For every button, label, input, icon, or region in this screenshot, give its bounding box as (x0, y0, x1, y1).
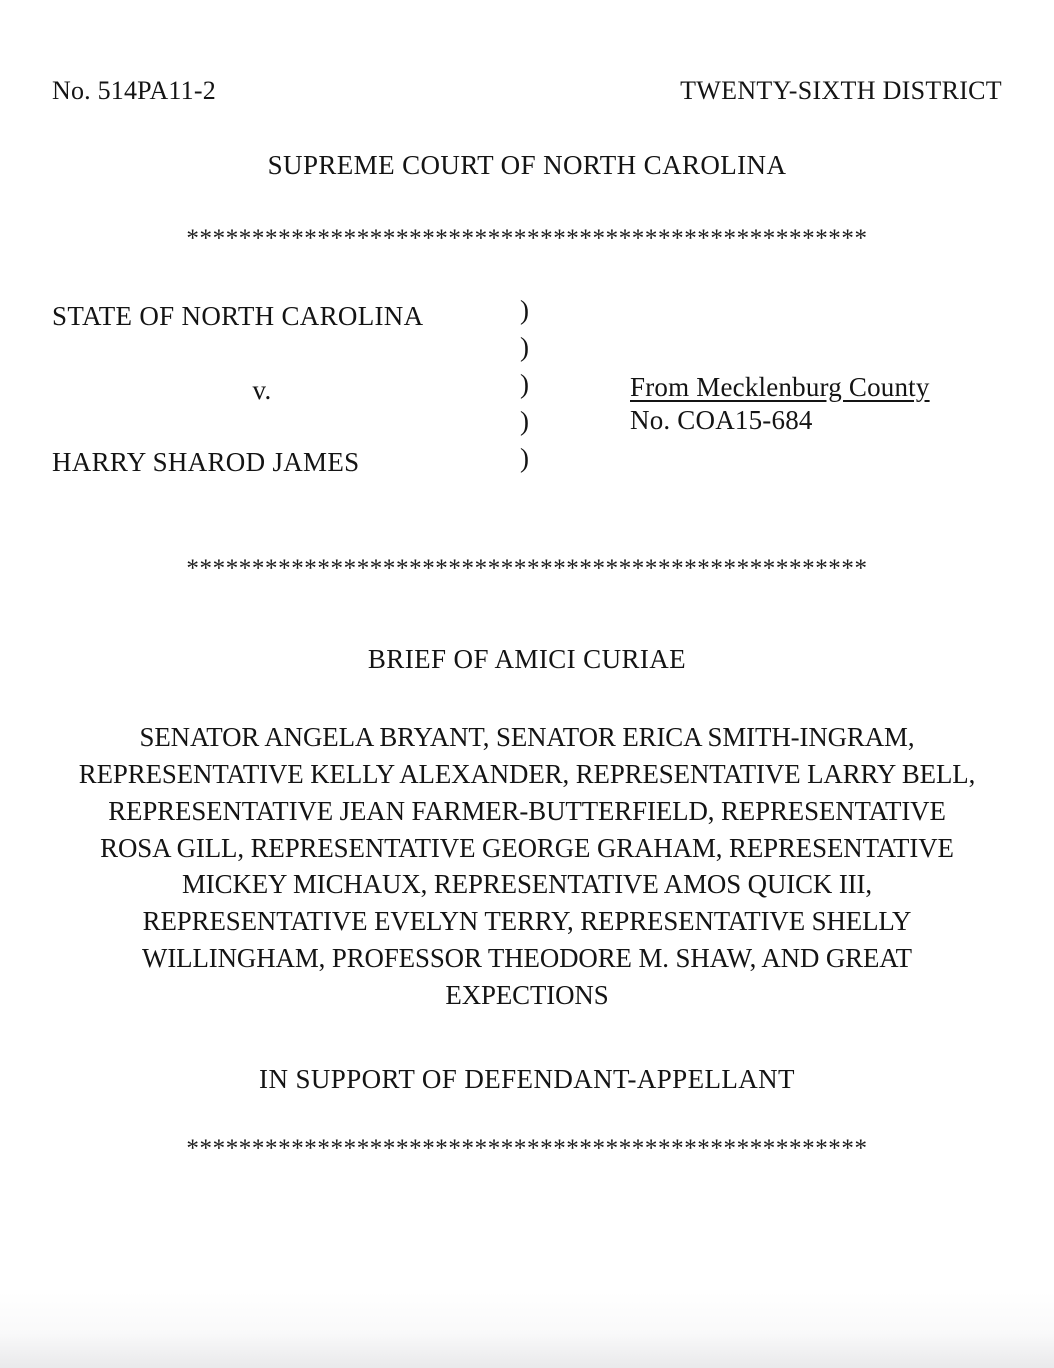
district-label: TWENTY-SIXTH DISTRICT (680, 76, 1002, 105)
amici-line: REPRESENTATIVE JEAN FARMER-BUTTERFIELD, REPRESENTATIVE (108, 795, 946, 826)
origin-county: From Mecklenburg County (630, 371, 930, 402)
court-name: SUPREME COURT OF NORTH CAROLINA (267, 150, 787, 180)
amici-line: EXPECTIONS (445, 979, 609, 1010)
versus-label: v. (252, 374, 272, 405)
case-origin-block (630, 371, 930, 439)
support-line: IN SUPPORT OF DEFENDANT-APPELLANT (259, 1063, 795, 1094)
caption-paren: ) (520, 331, 529, 362)
caption-paren: ) (520, 442, 529, 473)
plaintiff-name: STATE OF NORTH CAROLINA (52, 300, 424, 331)
amici-list (54, 719, 999, 1014)
amici-line: MICKEY MICHAUX, REPRESENTATIVE AMOS QUICK III, (181, 869, 873, 900)
caption-paren-column (520, 294, 529, 482)
origin-case-number: No. COA15-684 (630, 405, 813, 436)
case-caption (52, 294, 1002, 493)
separator-top: **************************************************** (186, 225, 868, 252)
separator-bottom: **************************************************** (186, 1134, 868, 1162)
amici-line: SENATOR ANGELA BRYANT, SENATOR ERICA SMITH-INGRAM, (139, 722, 915, 752)
amici-line: REPRESENTATIVE EVELYN TERRY, REPRESENTATIVE SHELLY (142, 906, 912, 937)
brief-title: BRIEF OF AMICI CURIAE (367, 644, 687, 674)
separator-middle: **************************************************** (186, 554, 868, 582)
caption-paren: ) (520, 405, 529, 436)
docket-number: No. 514PA11-2 (52, 76, 216, 105)
caption-paren: ) (520, 368, 529, 399)
amici-line: REPRESENTATIVE KELLY ALEXANDER, REPRESENTATIVE LARRY BELL, (78, 758, 976, 789)
document-header (52, 0, 1002, 106)
defendant-name: HARRY SHAROD JAMES (52, 446, 360, 477)
amici-line: WILLINGHAM, PROFESSOR THEODORE M. SHAW, AND GREAT (142, 943, 912, 974)
amici-line: ROSA GILL, REPRESENTATIVE GEORGE GRAHAM, REPRESENTATIVE (100, 832, 954, 863)
caption-paren: ) (520, 294, 529, 325)
